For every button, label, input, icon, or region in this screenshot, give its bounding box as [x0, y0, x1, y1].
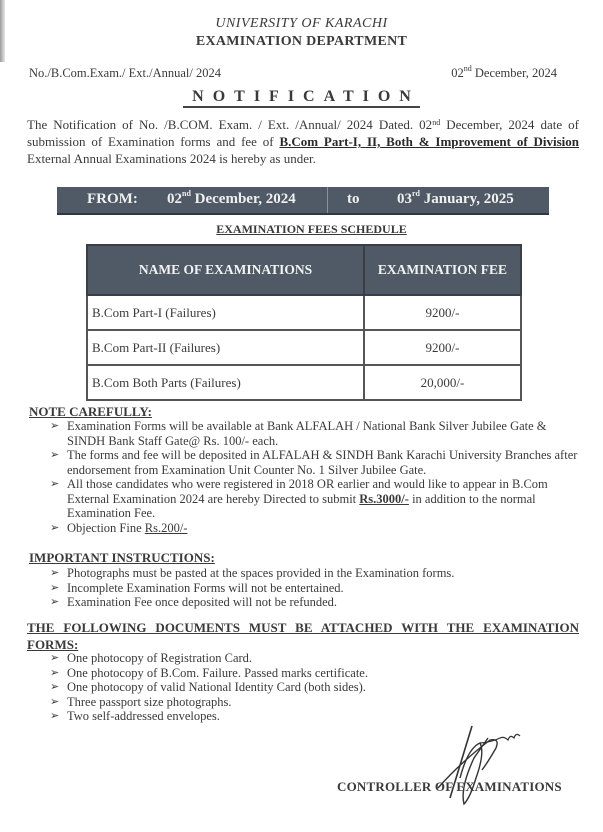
documents-list: [50, 651, 570, 724]
notification-title-text: NOTIFICATION: [183, 88, 420, 108]
note-carefully-list: [50, 419, 580, 535]
banner-divider: [327, 187, 328, 213]
fees-schedule-title: EXAMINATION FEES SCHEDULE: [216, 222, 407, 236]
date-suffix: nd: [463, 64, 472, 73]
notice-date: [451, 66, 557, 81]
list-item-text: One photocopy of Registration Card.: [67, 651, 253, 665]
date-day: 02: [451, 66, 464, 80]
intro-text-3: External Annual Examinations 2024 is hereby as under.: [27, 151, 316, 166]
to-label: to: [347, 191, 360, 207]
start-date: [167, 191, 296, 208]
list-item: [50, 521, 580, 536]
list-item: [50, 651, 570, 666]
department-name: EXAMINATION DEPARTMENT: [195, 34, 408, 49]
end-day: 03: [397, 191, 412, 207]
list-item: [50, 666, 570, 681]
table-row: [87, 365, 521, 400]
intro-paragraph: [27, 116, 579, 167]
arrow-bullet-icon: ➢: [50, 581, 60, 594]
table-row: [87, 295, 521, 330]
controller-of-examinations: CONTROLLER OF EXAMINATIONS: [337, 779, 562, 794]
important-instructions-list: [50, 566, 580, 610]
objection-fine-amount: Rs.200/-: [144, 520, 188, 535]
arrow-bullet-icon: ➢: [50, 478, 60, 490]
list-item-text: Examination Forms will be available at Bank ALFALAH / National Bank Silver Jubilee Gate & SINDH Bank Staff Gate@ Rs. 100/- each.: [67, 419, 547, 448]
exam-name: B.Com Part-I (Failures): [87, 295, 364, 330]
list-item: [50, 595, 580, 610]
arrow-bullet-icon: ➢: [50, 567, 60, 579]
arrow-bullet-icon: ➢: [50, 681, 60, 693]
table-row: [87, 330, 521, 365]
list-item-text: One photocopy of B.Com. Failure. Passed marks certificate.: [67, 665, 368, 680]
exam-fee: 9200/-: [364, 330, 521, 365]
column-header-exam-fee: EXAMINATION FEE: [364, 245, 521, 295]
column-header-exam-name: NAME OF EXAMINATIONS: [87, 245, 364, 295]
list-item-text: Incomplete Examination Forms will not be entertained.: [67, 580, 344, 595]
notification-title: [0, 88, 603, 106]
arrow-bullet-icon: ➢: [50, 652, 60, 664]
list-item: [50, 581, 580, 596]
list-item-text: Two self-addressed envelopes.: [67, 709, 220, 723]
intro-sup: nd: [432, 118, 441, 127]
end-suffix: rd: [412, 189, 420, 198]
list-item: [50, 566, 580, 581]
exam-fee: 20,000/-: [364, 365, 521, 400]
list-item: [50, 695, 570, 710]
arrow-bullet-icon: ➢: [50, 596, 60, 608]
exam-name: B.Com Part-II (Failures): [87, 330, 364, 365]
arrow-bullet-icon: ➢: [50, 420, 60, 432]
exam-name: B.Com Both Parts (Failures): [87, 365, 364, 400]
university-name: UNIVERSITY OF KARACHI: [215, 16, 388, 31]
intro-text-1: The Notification of No. /B.COM. Exam. / Ext. /Annual/ 2024 Dated. 02: [27, 117, 433, 132]
list-item: [50, 419, 580, 448]
exam-fee: 9200/-: [364, 295, 521, 330]
intro-text-2: December, 2024 date of submission of Examination forms and fee of: [27, 117, 579, 149]
intro-programs: B.Com Part-I, II, Both & Improvement of Division: [279, 134, 579, 149]
date-rest: December, 2024: [471, 66, 557, 80]
list-item-text: The forms and fee will be deposited in ALFALAH & SINDH Bank Karachi University Branches after endorsement from Examination Unit Counter No. 1 Silver Jubilee Gate.: [67, 448, 578, 477]
arrow-bullet-icon: ➢: [50, 449, 60, 461]
list-item: [50, 448, 580, 477]
start-rest: December, 2024: [190, 191, 296, 207]
date-range-banner: [57, 187, 549, 215]
documents-heading: THE FOLLOWING DOCUMENTS MUST BE ATTACHED WITH THE EXAMINATION FORMS:: [27, 620, 579, 652]
important-instructions-heading: IMPORTANT INSTRUCTIONS:: [29, 550, 215, 565]
note-carefully-heading: NOTE CAREFULLY:: [29, 404, 152, 419]
list-item: [50, 680, 570, 695]
list-item-text: in addition to the normal Examination Fee.: [67, 491, 536, 520]
arrow-bullet-icon: ➢: [50, 695, 60, 708]
start-suffix: nd: [182, 189, 191, 198]
list-item-text: Objection Fine: [67, 520, 145, 535]
list-item: [50, 477, 580, 521]
list-item-text: Examination Fee once deposited will not be refunded.: [67, 595, 338, 609]
from-label: FROM:: [87, 191, 138, 207]
fees-table: [86, 244, 522, 401]
fees-table-header: [87, 245, 521, 295]
list-item-text: Three passport size photographs.: [67, 694, 232, 709]
end-date: [397, 191, 514, 208]
arrow-bullet-icon: ➢: [50, 521, 60, 534]
start-day: 02: [167, 191, 182, 207]
end-rest: January, 2025: [420, 191, 514, 207]
reference-number: No./B.Com.Exam./ Ext./Annual/ 2024: [29, 66, 222, 80]
arrow-bullet-icon: ➢: [50, 710, 60, 722]
list-item-text: All those candidates who were registered in 2018 OR earlier and would like to appear in B.Com External Examination 2024 are hereby Directed to submit: [67, 477, 548, 506]
extra-fee-amount: Rs.3000/-: [359, 491, 409, 506]
list-item-text: Photographs must be pasted at the spaces provided in the Examination forms.: [67, 566, 455, 580]
list-item-text: One photocopy of valid National Identity Card (both sides).: [67, 680, 366, 694]
arrow-bullet-icon: ➢: [50, 666, 60, 679]
